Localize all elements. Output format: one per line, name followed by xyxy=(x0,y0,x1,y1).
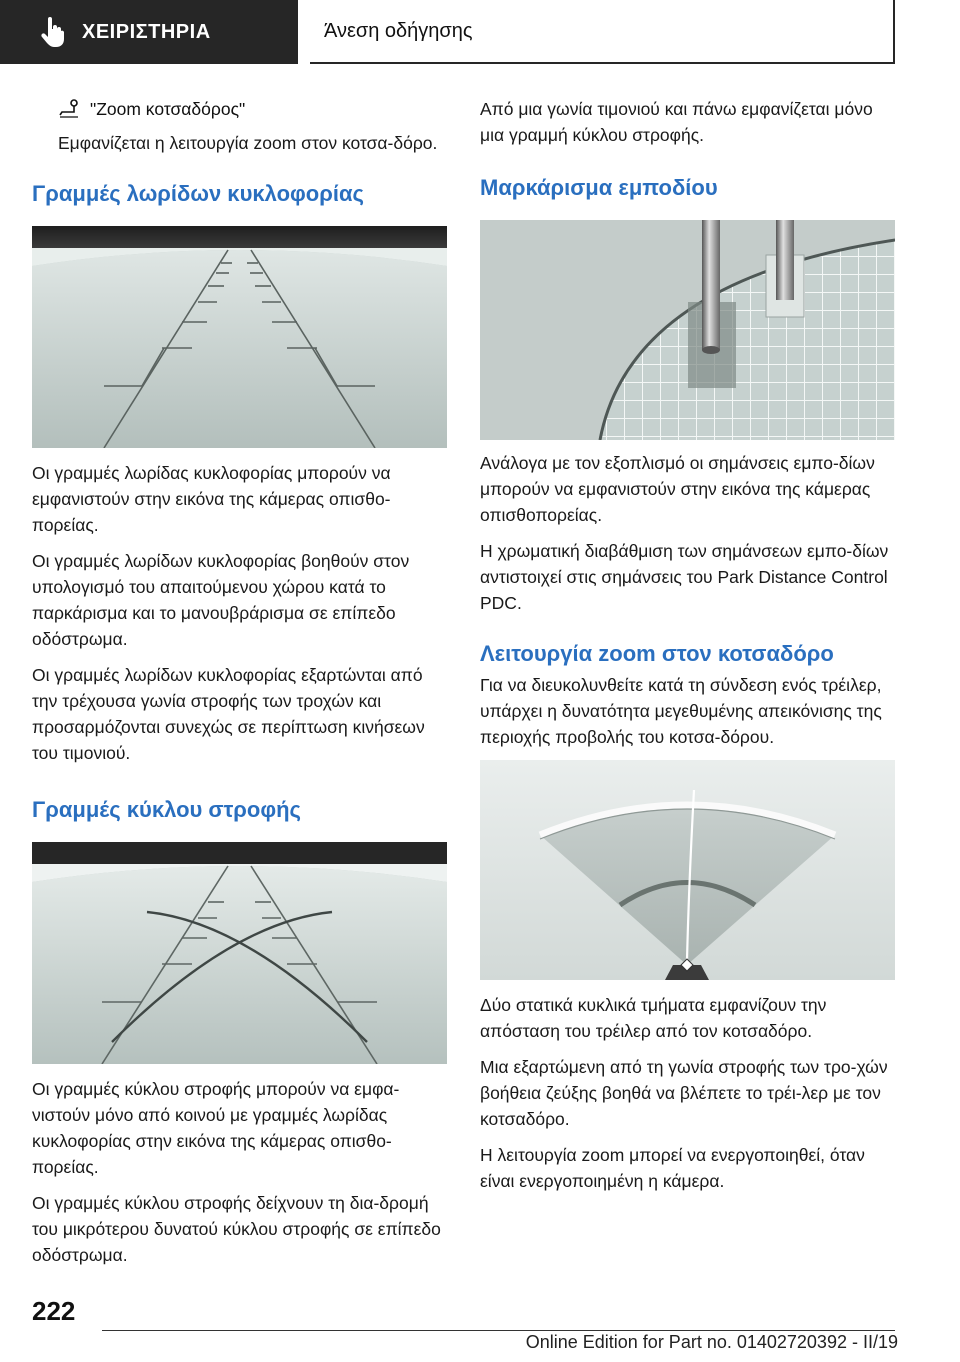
obstacle-p2: Η χρωματική διαβάθμιση των σημάνσεων εμπο-δίων αντιστοιχεί στις σημάνσεις του Park Distance Control PDC. xyxy=(480,541,889,613)
page-number: 222 xyxy=(32,1296,76,1326)
turn-p2: Οι γραμμές κύκλου στροφής δείχνουν τη δια-δρομή του μικρότερου δυνατού κύκλου στροφής σε επίπεδο οδόστρωμα. xyxy=(32,1193,441,1265)
turn-circle-image xyxy=(32,842,447,1064)
lanes-image xyxy=(32,226,447,448)
turn-p1: Οι γραμμές κύκλου στροφής μπορούν να εμφα-νιστούν μόνο από κοινού με γραμμές λωρίδας κυκλοφορίας στην εικόνα της κάμερας οπισθο-πορείας. xyxy=(32,1079,400,1177)
lanes-p1: Οι γραμμές λωρίδας κυκλοφορίας μπορούν να εμφανιστούν στην εικόνα της κάμερας οπισθο-πορείας. xyxy=(32,463,391,535)
cont-p: Από μια γωνία τιμονιού και πάνω εμφανίζεται μόνο μια γραμμή κύκλου στροφής. xyxy=(480,99,873,145)
chapter-title: ΧΕΙΡΙΣΤΗΡΙΑ xyxy=(82,20,211,43)
left-column xyxy=(32,96,447,1278)
zoom-heading: Λειτουργία zoom στον κοτσαδόρο xyxy=(480,641,834,666)
chapter-tab xyxy=(0,0,298,64)
zoom-button-text: "Zoom κοτσαδόρος" xyxy=(90,99,246,119)
hand-pointer-icon xyxy=(40,17,66,47)
trailer-hitch-icon xyxy=(58,99,80,119)
turn-heading: Γραμμές κύκλου στροφής xyxy=(32,797,301,822)
right-column xyxy=(480,96,895,1204)
zoom-p1: Για να διευκολυνθείτε κατά τη σύνδεση ενός τρέιλερ, υπάρχει η δυνατότητα μεγεθυμένης απεικόνισης της περιοχής προβολής του κοτσα-δόρου. xyxy=(480,675,882,747)
hitch-zoom-image xyxy=(480,760,895,980)
lanes-p2: Οι γραμμές λωρίδων κυκλοφορίας βοηθούν στον υπολογισμό του απαιτούμενου χώρου κατά το παρκάρισμα και το μανουβράρισμα σε επίπεδο οδόστρωμα. xyxy=(32,551,410,649)
zoom-desc: Εμφανίζεται η λειτουργία zoom στον κοτσα-δόρο. xyxy=(58,133,438,153)
obstacle-p1: Ανάλογα με τον εξοπλισμό οι σημάνσεις εμπο-δίων μπορούν να εμφανιστούν στην εικόνα της κάμερας οπισθοπορείας. xyxy=(480,453,875,525)
lanes-heading: Γραμμές λωρίδων κυκλοφορίας xyxy=(32,181,364,206)
section-title: Άνεση οδήγησης xyxy=(310,0,895,64)
edition-note: Online Edition for Part no. 01402720392 - II/19 xyxy=(525,1332,898,1352)
zoom-p4: Η λειτουργία zoom μπορεί να ενεργοποιηθεί, όταν είναι ενεργοποιημένη η κάμερα. xyxy=(480,1145,865,1191)
obstacle-image xyxy=(480,220,895,440)
zoom-button-label xyxy=(58,96,447,122)
zoom-p2: Δύο στατικά κυκλικά τμήματα εμφανίζουν την απόσταση του τρέιλερ από τον κοτσαδόρο. xyxy=(480,995,827,1041)
zoom-p3: Μια εξαρτώμενη από τη γωνία στροφής των τρο-χών βοήθεια ζεύξης βοηθά να βλέπετε το τρέι-λερ με τον κοτσαδόρο. xyxy=(480,1057,888,1129)
footer-divider xyxy=(102,1330,895,1331)
lanes-p3: Οι γραμμές λωρίδων κυκλοφορίας εξαρτώνται από την τρέχουσα γωνία στροφής των τροχών και προσαρμόζονται συνεχώς σε περίπτωση κινήσεων του τιμονιού. xyxy=(32,665,425,763)
obstacle-heading: Μαρκάρισμα εμποδίου xyxy=(480,175,718,200)
